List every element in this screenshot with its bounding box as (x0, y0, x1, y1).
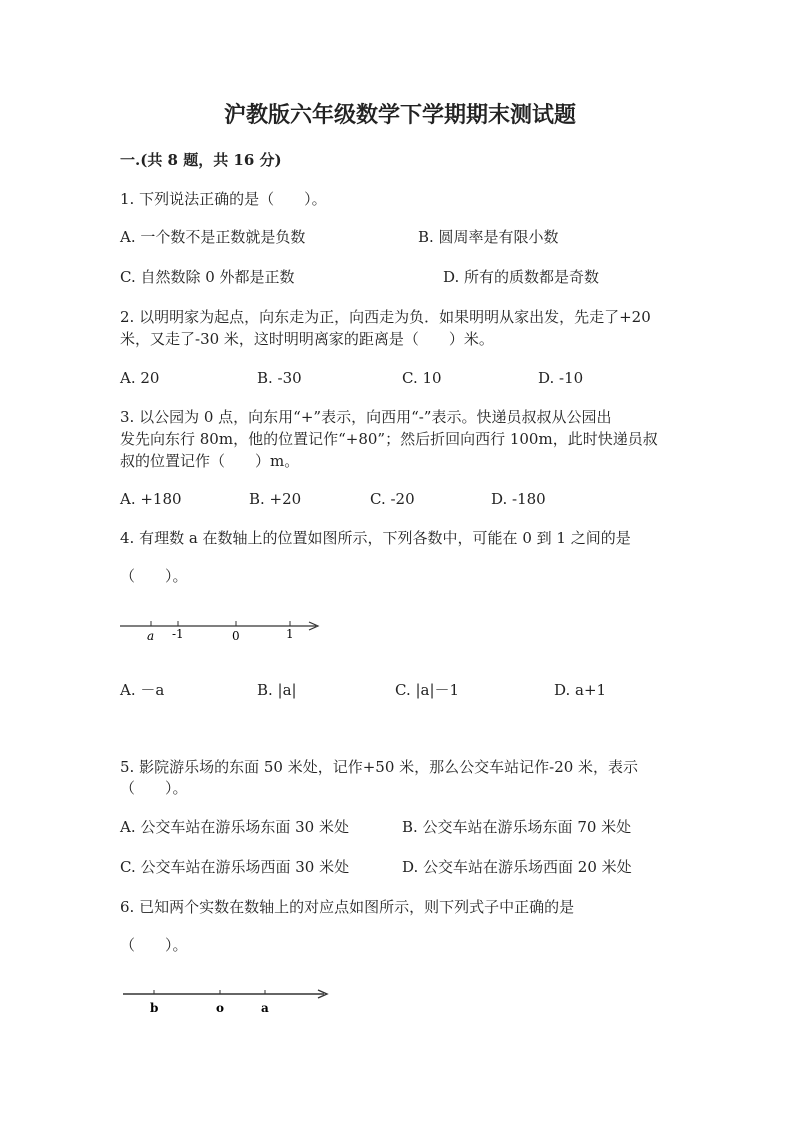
section-heading: 一.(共 8 题，共 16 分) (120, 151, 282, 169)
label-a: a (147, 629, 155, 643)
q5-stem-line2: （ ）。 (120, 779, 188, 797)
q2-stem-line2: 米，又走了-30 米，这时明明离家的距离是（ ）米。 (120, 330, 494, 348)
q5-option-c: C. 公交车站在游乐场西面 30 米处 (120, 858, 350, 876)
q3-option-c: C. -20 (370, 490, 415, 508)
q3-stem-line2: 发先向东行 80m，他的位置记作“+80”；然后折回向西行 100m，此时快递员叔 (120, 430, 658, 448)
q5-option-d: D. 公交车站在游乐场西面 20 米处 (402, 858, 632, 876)
page-title: 沪教版六年级数学下学期期末测试题 (223, 102, 576, 128)
q5-option-b: B. 公交车站在游乐场东面 70 米处 (402, 818, 632, 836)
q1-option-d: D. 所有的质数都是奇数 (443, 268, 600, 286)
q4-option-c: C. |a|－1 (395, 681, 460, 699)
q5-stem-line1: 5. 影院游乐场的东面 50 米处，记作+50 米，那么公交车站记作-20 米，表示 (120, 758, 639, 776)
q2-option-d: D. -10 (538, 369, 584, 387)
q4-option-a: A. －a (120, 681, 165, 699)
q1-option-a: A. 一个数不是正数就是负数 (120, 228, 306, 246)
q1-option-b: B. 圆周率是有限小数 (418, 228, 559, 246)
label-o: o (216, 1001, 225, 1015)
q3-option-d: D. -180 (491, 490, 546, 508)
q6-stem-line1: 6. 已知两个实数在数轴上的对应点如图所示，则下列式子中正确的是 (120, 898, 575, 916)
q6-stem-line2: （ ）。 (120, 936, 188, 954)
q4-option-b: B. |a| (257, 681, 297, 699)
q6-number-line (118, 982, 338, 1022)
q3-stem-line1: 3. 以公园为 0 点，向东用“+”表示，向西用“-”表示。快递员叔叔从公园出 (120, 408, 612, 426)
q1-stem: 1. 下列说法正确的是（ ）。 (120, 190, 327, 208)
label-minus-one: -1 (172, 627, 184, 641)
q2-option-c: C. 10 (402, 369, 442, 387)
q2-stem-line1: 2. 以明明家为起点，向东走为正，向西走为负．如果明明从家出发，先走了+20 (120, 308, 651, 326)
q4-stem-line1: 4. 有理数 a 在数轴上的位置如图所示，下列各数中，可能在 0 到 1 之间的是 (120, 529, 631, 547)
q4-option-d: D. a+1 (554, 681, 607, 699)
label-a: a (261, 1001, 269, 1015)
label-zero: 0 (232, 629, 240, 643)
q1-option-c: C. 自然数除 0 外都是正数 (120, 268, 295, 286)
q3-stem-line3: 叔的位置记作（ ）m。 (120, 452, 300, 470)
q2-option-b: B. -30 (257, 369, 302, 387)
q4-number-line (110, 610, 340, 650)
q4-stem-line2: （ ）。 (120, 567, 188, 585)
q3-option-b: B. +20 (249, 490, 302, 508)
label-one: 1 (286, 627, 294, 641)
q3-option-a: A. +180 (120, 490, 182, 508)
label-b: b (150, 1001, 159, 1015)
q2-option-a: A. 20 (120, 369, 160, 387)
q5-option-a: A. 公交车站在游乐场东面 30 米处 (120, 818, 349, 836)
